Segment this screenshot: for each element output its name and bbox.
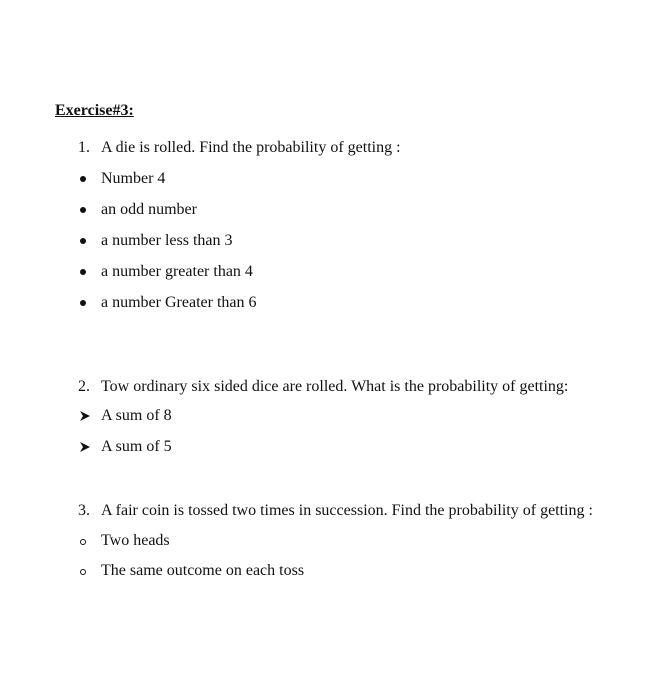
circle-bullet-icon (80, 539, 86, 545)
q1-text: A die is rolled. Find the probability of getting : (101, 139, 401, 156)
bullet-icon (80, 300, 86, 306)
exercise-title: Exercise#3: (55, 102, 134, 119)
q2-item-1: A sum of 8 (101, 407, 172, 424)
bullet-icon (80, 238, 86, 244)
bullet-icon (80, 207, 86, 213)
q1-item-3: a number less than 3 (101, 232, 233, 249)
q3-item-2: The same outcome on each toss (101, 562, 305, 579)
q1-item-1: Number 4 (101, 170, 166, 187)
q1-item-2: an odd number (101, 201, 197, 218)
q2-text: Tow ordinary six sided dice are rolled. What is the probability of getting: (101, 378, 569, 395)
q3-item-1: Two heads (101, 532, 170, 549)
q1-number: 1. (78, 139, 90, 156)
bullet-icon (80, 269, 86, 275)
q2-number: 2. (78, 378, 90, 395)
q3-number: 3. (78, 502, 90, 519)
arrowhead-bullet-icon (79, 441, 91, 453)
q1-item-4: a number greater than 4 (101, 263, 253, 280)
q3-text: A fair coin is tossed two times in succession. Find the probability of getting : (101, 502, 593, 519)
bullet-icon (80, 176, 86, 182)
q2-item-2: A sum of 5 (101, 438, 172, 455)
circle-bullet-icon (80, 569, 86, 575)
q1-item-5: a number Greater than 6 (101, 294, 257, 311)
arrowhead-bullet-icon (79, 410, 91, 422)
